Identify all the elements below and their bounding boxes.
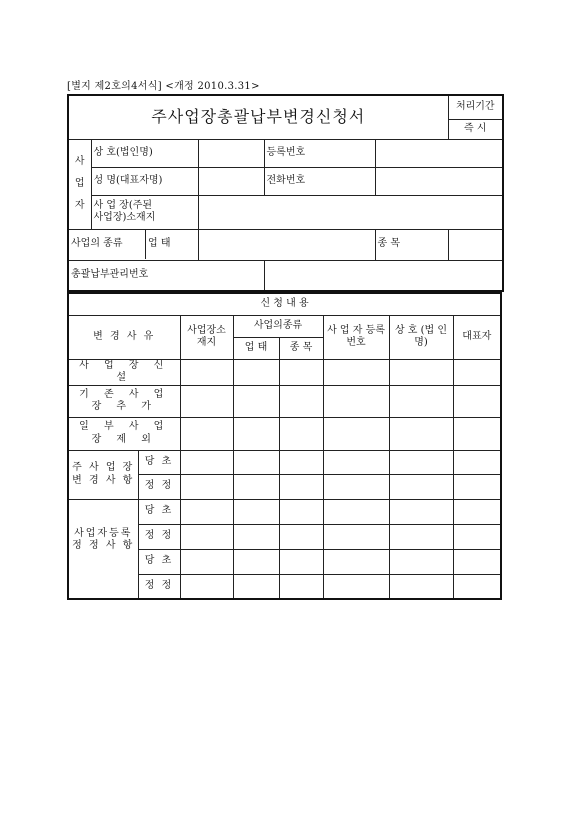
- location-label: 사 업 장(주된 사업장)소재지: [91, 195, 198, 229]
- cell[interactable]: [233, 450, 279, 474]
- cell[interactable]: [453, 549, 501, 574]
- row-new-label: 사 업 장 신 설: [68, 359, 180, 385]
- cell[interactable]: [323, 417, 389, 450]
- cell[interactable]: [453, 417, 501, 450]
- cell[interactable]: [389, 499, 453, 524]
- cell[interactable]: [389, 417, 453, 450]
- cell[interactable]: [233, 359, 279, 385]
- trade-name-label: 상 호(법인명): [91, 139, 198, 167]
- phone-field[interactable]: [375, 167, 503, 195]
- cell[interactable]: [279, 450, 323, 474]
- cell[interactable]: [180, 499, 233, 524]
- cell[interactable]: [453, 574, 501, 599]
- cell[interactable]: [453, 474, 501, 499]
- cell[interactable]: [279, 499, 323, 524]
- header-item: 종 목: [279, 337, 323, 359]
- cell[interactable]: [233, 549, 279, 574]
- original-label: 당 초: [138, 549, 180, 574]
- cell[interactable]: [279, 474, 323, 499]
- cell[interactable]: [279, 417, 323, 450]
- header-biz-type: 사업의종류: [233, 315, 323, 337]
- cell[interactable]: [180, 417, 233, 450]
- reg-no-field[interactable]: [375, 139, 503, 167]
- details-table: [67, 292, 502, 600]
- original-label: 당 초: [138, 499, 180, 524]
- cell[interactable]: [233, 474, 279, 499]
- applicant-table: [67, 94, 504, 292]
- cell[interactable]: [323, 549, 389, 574]
- header-trade-name: 상 호 (법 인명): [389, 315, 453, 359]
- details-section-title: 신 청 내 용: [68, 293, 501, 315]
- phone-label: 전화번호: [264, 167, 375, 195]
- applicant-section-label: 사 업 자: [68, 139, 91, 229]
- mgmt-no-field[interactable]: [264, 260, 503, 291]
- cell[interactable]: [323, 450, 389, 474]
- business-item-label: 종 목: [375, 229, 448, 260]
- original-label: 당 초: [138, 450, 180, 474]
- cell[interactable]: [233, 524, 279, 549]
- header-category: 업 태: [233, 337, 279, 359]
- cell[interactable]: [323, 574, 389, 599]
- cell[interactable]: [389, 359, 453, 385]
- cell[interactable]: [180, 359, 233, 385]
- header-reason: 변 경 사 유: [68, 315, 180, 359]
- cell[interactable]: [180, 385, 233, 417]
- row-main-change-label: 주 사 업 장 변 경 사 항: [68, 450, 138, 499]
- cell[interactable]: [323, 524, 389, 549]
- cell[interactable]: [180, 524, 233, 549]
- cell[interactable]: [389, 450, 453, 474]
- trade-name-field[interactable]: [198, 139, 264, 167]
- cell[interactable]: [453, 450, 501, 474]
- cell[interactable]: [323, 499, 389, 524]
- cell[interactable]: [453, 524, 501, 549]
- location-field[interactable]: [198, 195, 503, 229]
- cell[interactable]: [453, 385, 501, 417]
- business-item-field[interactable]: [448, 229, 503, 260]
- cell[interactable]: [323, 385, 389, 417]
- form-title: 주사업장총괄납부변경신청서: [68, 95, 448, 139]
- cell[interactable]: [323, 359, 389, 385]
- header-reg-no: 사 업 자 등록번호: [323, 315, 389, 359]
- cell[interactable]: [279, 359, 323, 385]
- processing-period-value: 즉 시: [448, 119, 503, 139]
- name-label: 성 명(대표자명): [91, 167, 198, 195]
- cell[interactable]: [279, 524, 323, 549]
- cell[interactable]: [180, 474, 233, 499]
- row-exclude-label: 일 부 사 업 장 제 외: [68, 417, 180, 450]
- business-category-field[interactable]: [198, 229, 375, 260]
- corrected-label: 정 정: [138, 474, 180, 499]
- cell[interactable]: [389, 574, 453, 599]
- cell[interactable]: [279, 385, 323, 417]
- cell[interactable]: [453, 499, 501, 524]
- cell[interactable]: [389, 385, 453, 417]
- mgmt-no-label: 총괄납부관리번호: [68, 260, 264, 291]
- header-location: 사업장소재지: [180, 315, 233, 359]
- header-rep: 대표자: [453, 315, 501, 359]
- row-reg-correction-label: 사업자등록 정 정 사 항: [68, 499, 138, 599]
- cell[interactable]: [389, 474, 453, 499]
- cell[interactable]: [389, 524, 453, 549]
- cell[interactable]: [323, 474, 389, 499]
- cell[interactable]: [233, 574, 279, 599]
- business-type-label: 사업의 종류 업 태: [68, 229, 198, 260]
- corrected-label: 정 정: [138, 524, 180, 549]
- cell[interactable]: [180, 450, 233, 474]
- row-add-label: 기 존 사 업 장 추 가: [68, 385, 180, 417]
- cell[interactable]: [233, 385, 279, 417]
- cell[interactable]: [279, 549, 323, 574]
- cell[interactable]: [233, 499, 279, 524]
- reg-no-label: 등록번호: [264, 139, 375, 167]
- form-reference: [별지 제2호의4서식] <개정 2010.3.31>: [67, 81, 260, 92]
- cell[interactable]: [279, 574, 323, 599]
- corrected-label: 정 정: [138, 574, 180, 599]
- name-field[interactable]: [198, 167, 264, 195]
- cell[interactable]: [453, 359, 501, 385]
- cell[interactable]: [233, 417, 279, 450]
- cell[interactable]: [180, 574, 233, 599]
- cell[interactable]: [389, 549, 453, 574]
- processing-period-label: 처리기간: [448, 95, 503, 119]
- cell[interactable]: [180, 549, 233, 574]
